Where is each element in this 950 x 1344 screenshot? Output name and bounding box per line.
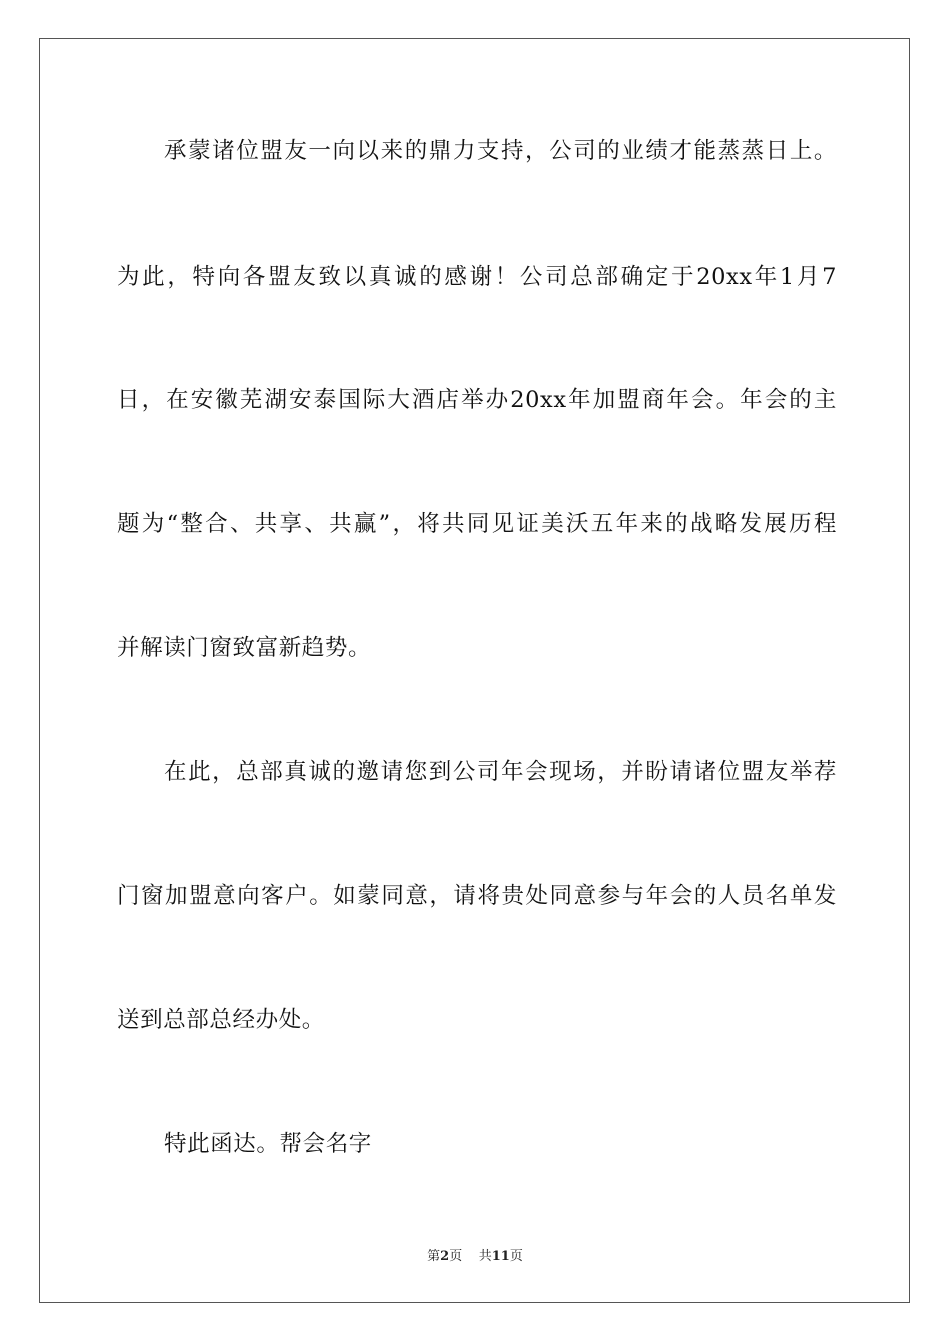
closing-line: 特此函达。帮会名字 (164, 1131, 372, 1157)
paragraph-1-line-2: 为此，特向各盟友致以真诚的感谢！公司总部确定于20xx年1月7 (117, 264, 837, 290)
paragraph-1-line-1: 承蒙诸位盟友一向以来的鼎力支持，公司的业绩才能蒸蒸日上。 (164, 138, 837, 164)
page-prefix: 第 (427, 1249, 441, 1264)
paragraph-2-line-3: 送到总部总经办处。 (117, 1007, 325, 1033)
page-footer (0, 1248, 950, 1266)
paragraph-1-line-4: 题为“整合、共享、共赢”，将共同见证美沃五年来的战略发展历程 (117, 511, 837, 537)
paragraph-1-line-3: 日，在安徽芜湖安泰国际大酒店举办20xx年加盟商年会。年会的主 (117, 387, 837, 413)
paragraph-2-line-2: 门窗加盟意向客户。如蒙同意，请将贵处同意参与年会的人员名单发 (117, 883, 837, 909)
page-border (39, 38, 910, 1303)
total-pages: 11 (491, 1249, 510, 1264)
paragraph-2-line-1: 在此，总部真诚的邀请您到公司年会现场，并盼请诸位盟友举荐 (164, 759, 837, 785)
paragraph-1-line-5: 并解读门窗致富新趋势。 (117, 635, 372, 661)
page-number: 2 (440, 1249, 450, 1264)
total-suffix: 页 (509, 1249, 523, 1264)
total-prefix: 共 (478, 1249, 492, 1264)
page-suffix: 页 (449, 1249, 463, 1264)
